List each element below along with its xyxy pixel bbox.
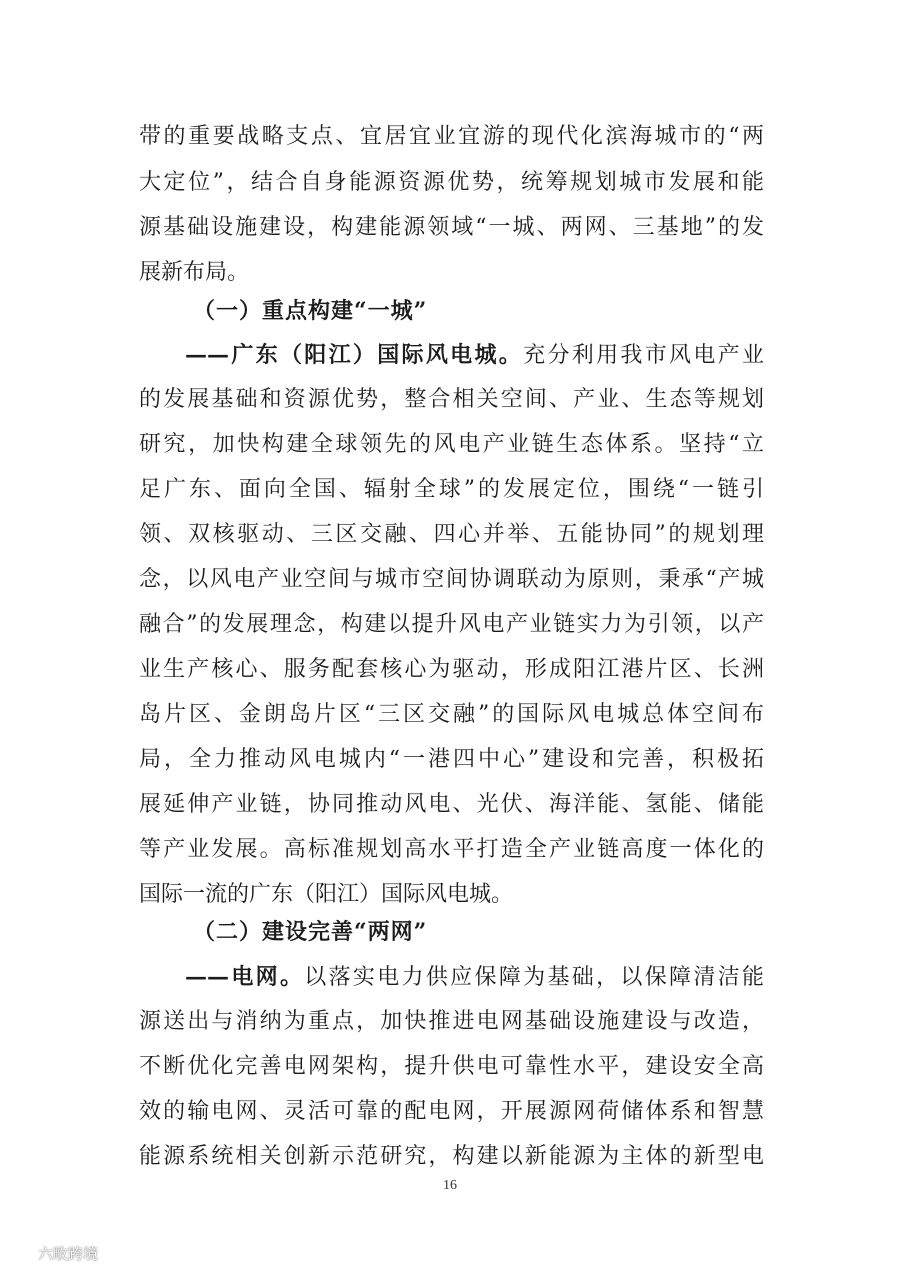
paragraph-line: 等产业发展。高标准规划高水平打造全产业链高度一体化的 (139, 837, 764, 862)
paragraph-line: 源基础设施建设，构建能源领域“一城、两网、三基地”的发 (139, 215, 764, 240)
paragraph-line: 足广东、面向全国、辐射全球”的发展定位，围绕“一链引 (139, 477, 764, 502)
paragraph-line: 念，以风电产业空间与城市空间协调联动为原则，秉承“产城 (139, 567, 764, 592)
paragraph-line: 不断优化完善电网架构，提升供电可靠性水平，建设安全高 (139, 1054, 764, 1079)
lead-text: 充分利用我市风电产业 (523, 343, 764, 368)
section-heading-2: （二）建设完善“两网” (193, 919, 428, 945)
paragraph-line: 局，全力推动风电城内“一港四中心”建设和完善，积极拓 (139, 747, 764, 772)
section-heading-1: （一）重点构建“一城” (193, 298, 428, 324)
paragraph-line: 大定位”，结合自身能源资源优势，统筹规划城市发展和能 (139, 170, 764, 195)
paragraph-line: 展延伸产业链，协同推动风电、光伏、海洋能、氢能、储能 (139, 792, 764, 817)
watermark-text: 六畋跨境 (38, 1244, 99, 1263)
chat-bubble-icon (8, 1242, 34, 1264)
paragraph-line: 领、双核驱动、三区交融、四心并举、五能协同”的规划理 (139, 522, 764, 547)
paragraph-line: 国际一流的广东（阳江）国际风电城。 (139, 882, 514, 907)
paragraph-line: 研究，加快构建全球领先的风电产业链生态体系。坚持“立 (139, 432, 764, 457)
paragraph-lead-line (185, 340, 764, 370)
lead-title: ——电网。 (185, 964, 305, 990)
lead-text: 以落实电力供应保障为基础，以保障清洁能 (304, 965, 764, 990)
paragraph-line: 融合”的发展理念，构建以提升风电产业链实力为引领，以产 (139, 612, 764, 637)
paragraph-line: 岛片区、金朗岛片区“三区交融”的国际风电城总体空间布 (139, 702, 764, 727)
paragraph-line: 的发展基础和资源优势，整合相关空间、产业、生态等规划 (139, 387, 764, 412)
paragraph-line: 效的输电网、灵活可靠的配电网，开展源网荷储体系和智慧 (139, 1099, 764, 1124)
page-number: 16 (443, 1178, 457, 1193)
paragraph-lead-line (185, 962, 764, 992)
paragraph-line: 源送出与消纳为重点，加快推进电网基础设施建设与改造， (139, 1009, 764, 1034)
paragraph-line: 带的重要战略支点、宜居宜业宜游的现代化滨海城市的“两 (139, 124, 764, 149)
paragraph-line: 业生产核心、服务配套核心为驱动，形成阳江港片区、长洲 (139, 657, 764, 682)
watermark (8, 1240, 98, 1266)
paragraph-line: 能源系统相关创新示范研究，构建以新能源为主体的新型电 (139, 1144, 764, 1169)
lead-title: ——广东（阳江）国际风电城。 (185, 342, 524, 368)
paragraph-line: 展新布局。 (139, 260, 250, 285)
